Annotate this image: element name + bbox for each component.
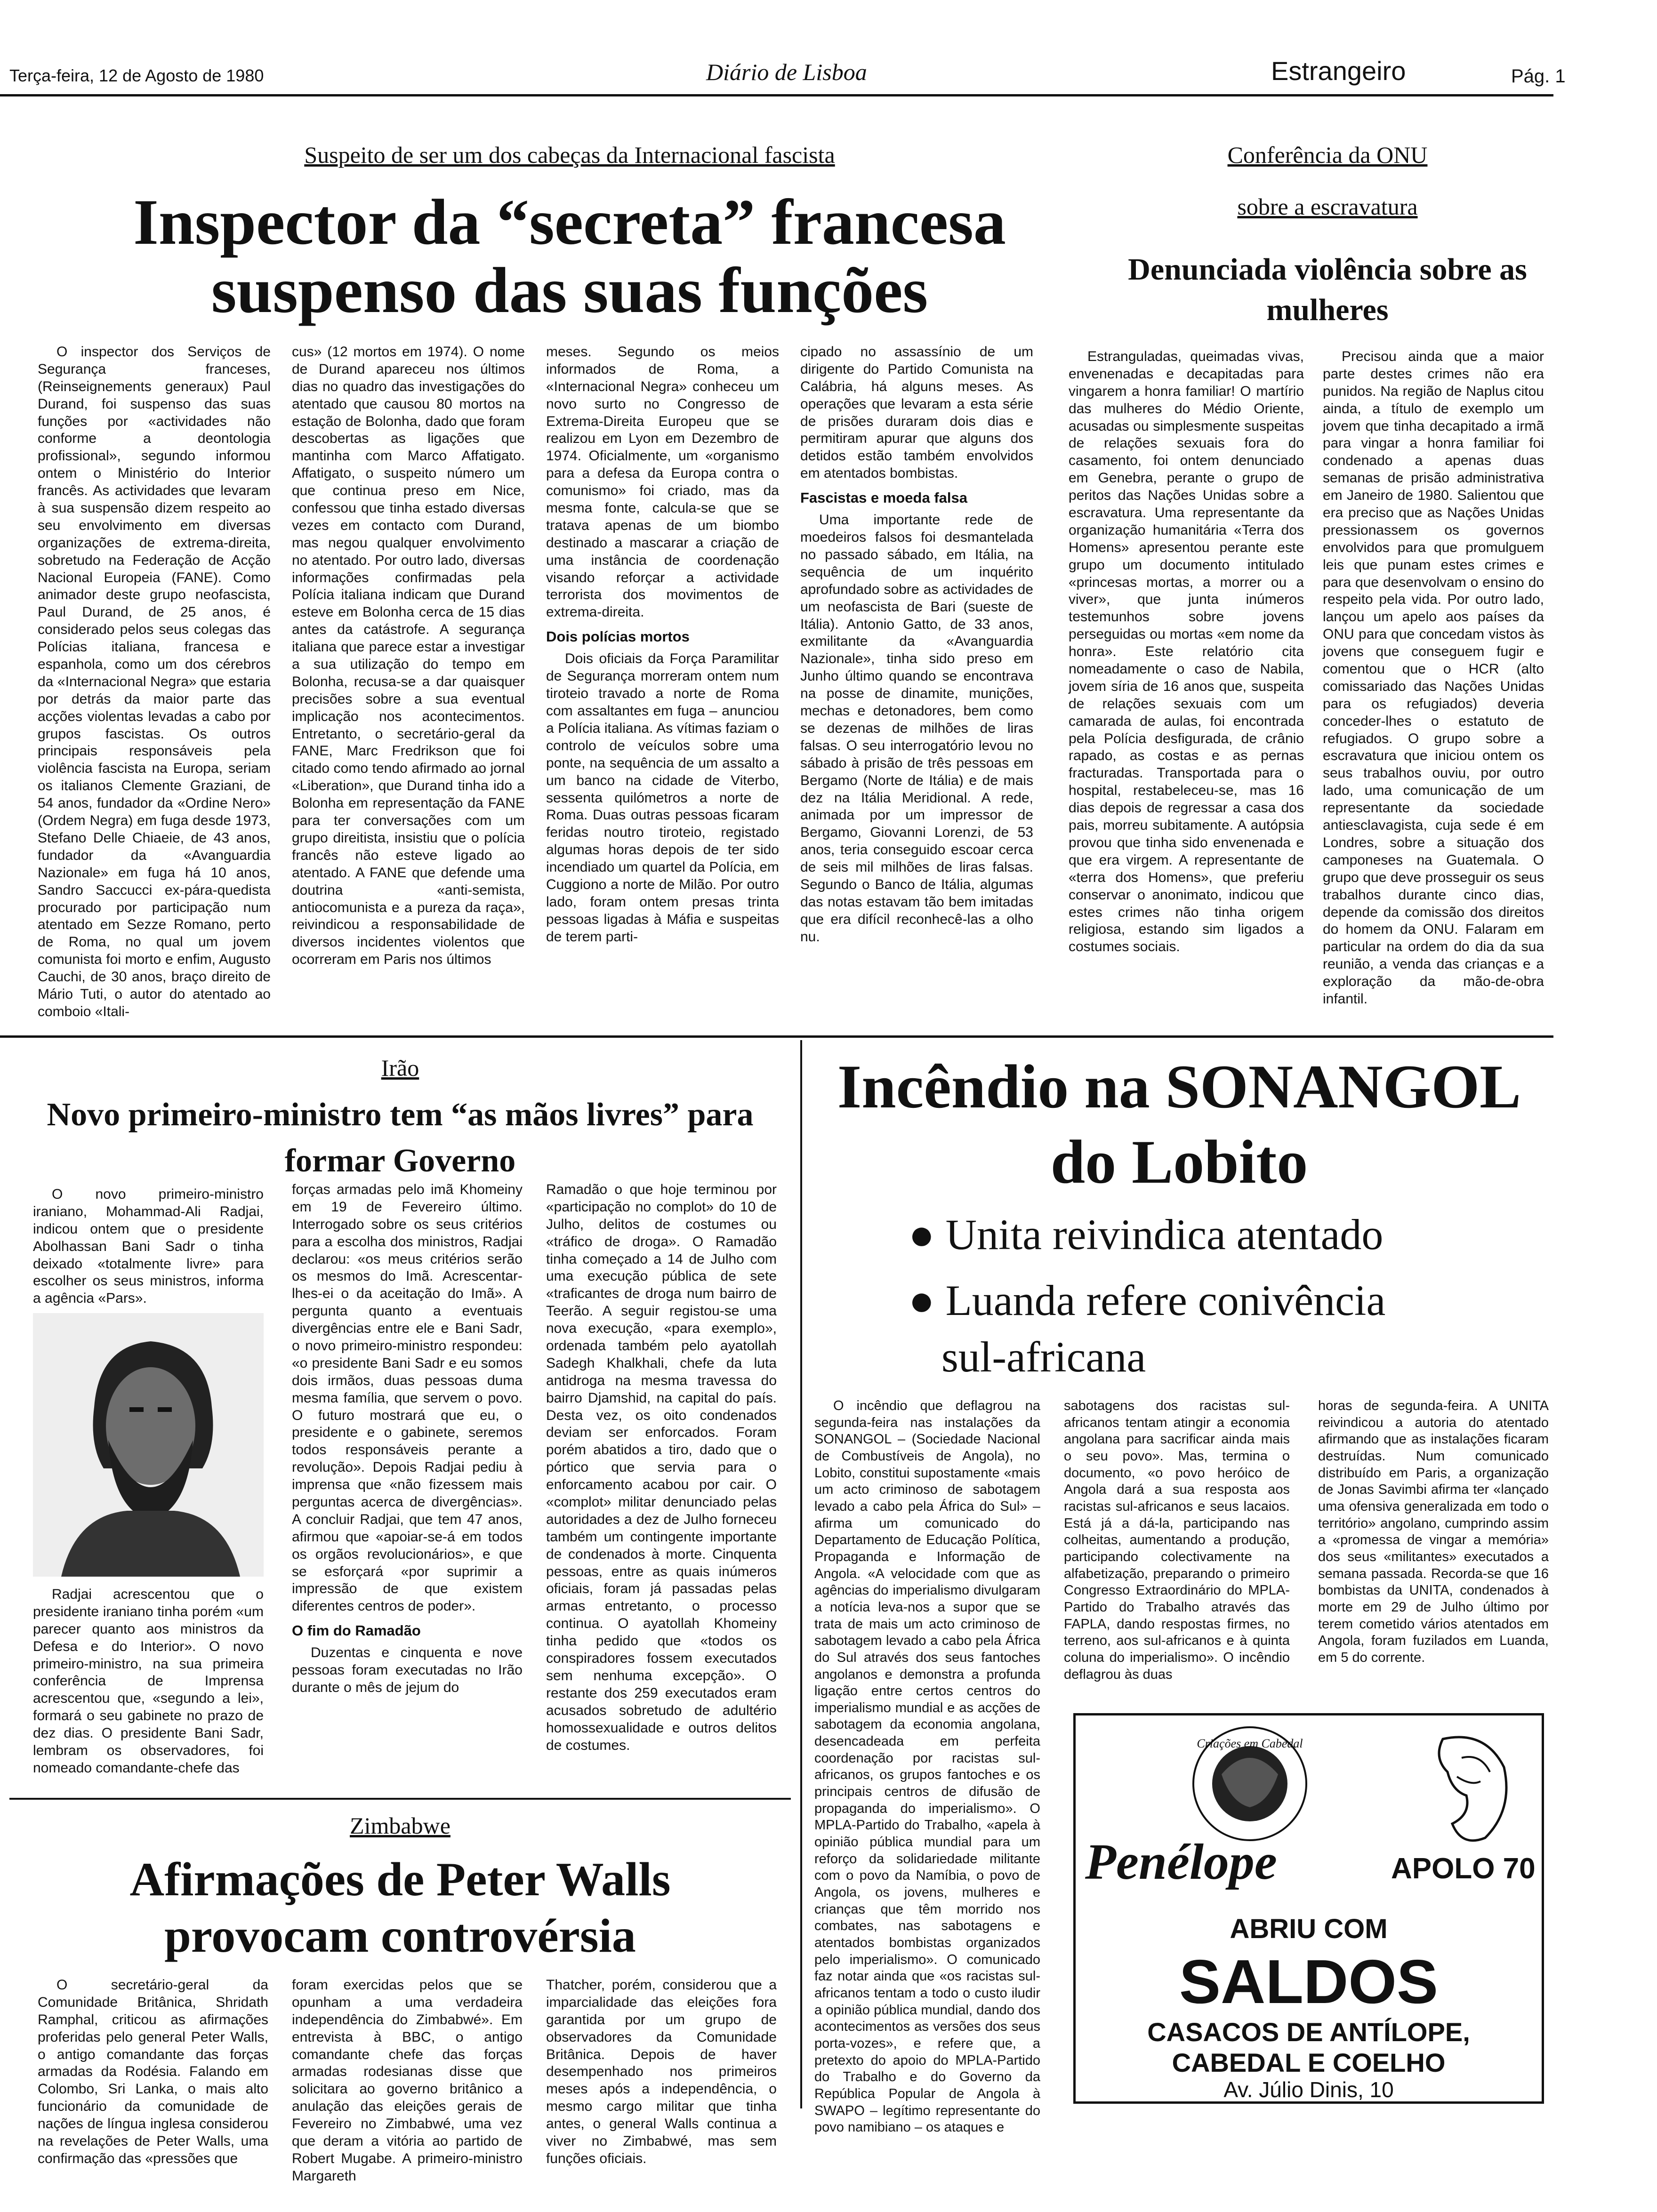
article5-col3: Thatcher, porém, considerou que a imparcialidade das eleições fora garantida por um grupo de observadores da Comunidade Britânica. Depois de haver desempenhado nos primeiros meses após a independência, o mesmo cargo militar que tinha antes, o general Walls continua a viver no Zimbabwé, mas sem funções oficiais. (546, 1977, 777, 2166)
article3-headline: Novo primeiro-ministro tem “as mãos livres” para formar Governo (47, 1097, 754, 1179)
article4-bullet-1: ● Unita reivindica atentado (909, 1210, 1384, 1258)
article4-headline-2: do Lobito (1050, 1127, 1308, 1196)
article5-headline-2: provocam controvérsia (164, 1909, 636, 1963)
mid-rule (0, 1035, 1553, 1038)
article3-col1: O novo primeiro-ministro iraniano, Mohammad-Ali Radjai, indicou ontem que o presidente Abolhassan Bani Sadr o tinha deixado «totalmente livre» para escolher os seus ministros, informa a agência «Pars». (33, 1186, 264, 1306)
article2-col1: Estranguladas, queimadas vivas, envenenadas e decapitadas para vingarem a honra familiar! O martírio das mulheres do Médio Oriente, acusadas ou simplesmente suspeitas de relações sexuais fora do casamento, foi ontem denunciado em Genebra, perante o grupo de peritos das Nações Unidas sobre a escravatura. Uma representante da organização humanitária «Terra dos Homens» apresentou perante este grupo um documento intitulado «princesas mortas, a morrer ou a viver», que junta inúmeros testemunhos sobre jovens perseguidas ou mortas «em nome da honra». Este relatório cita nomeadamente o caso de Nabila, jovem síria de 16 anos que, suspeita de relações sexuais com um camarada de aulas, foi encontrada pela Polícia desfigurada, de crânio rapado, as costas e as pernas fracturadas. Transportada para o hospital, restabeleceu-se, mas 16 dias depois de regressar a casa dos pais, morreu subitamente. A autópsia provou que tinha sido envenenada e que era virgem. A representante de «terra dos Homens», que preferiu conservar o anonimato, indicou que estes crimes não tinha origem religiosa, estando sim ligados a costumes sociais. (1069, 349, 1304, 955)
article1-col3: meses. Segundo os meios informados de Roma, a «Internacional Negra» conheceu um novo surto no Congresso de Extrema-Direita Europeu que se realizou em Lyon em Dezembro de 1974. Oficialmente, um «organismo para a defesa da Europa contra o comunismo» foi criado, mas da mesma fonte, calcula-se que se tratava apenas de um biombo destinado a mascarar a criação de uma instância de coordenação visando reforçar a actividade terrorista dos movimentos de extrema-direita. Dois polícias mortos Dois oficiais da Força Paramilitar de Segurança morreram ontem num tiroteio travado a norte de Roma com assaltantes em fuga – anunciou a Polícia italiana. As vítimas faziam o controlo de veículos sobre uma ponte, na sequência de um assalto a um banco na cidade de Viterbo, sessenta quilómetros a norte de Roma. Duas outras pessoas ficaram feridas noutro tiroteio, registado algumas horas depois de ter sido incendiado um quartel da Polícia, em Cuggiono a norte de Milão. Por outro lado, foram ontem presas trinta pessoas ligadas à Máfia e suspeitas de terem parti- (546, 344, 779, 945)
article5-headline-1: Afirmações de Peter Walls (129, 1853, 671, 1906)
ad-address: Av. Júlio Dinis, 10 (1223, 2077, 1394, 2102)
article4-headline-1: Incêndio na SONANGOL (837, 1052, 1521, 1121)
article4-bullet-2b: sul-africana (941, 1333, 1146, 1381)
article2-kicker-2: sobre a escravatura (1237, 193, 1418, 220)
article4-bullet-2: ● Luanda refere conivência (909, 1276, 1386, 1324)
article1-headline: Inspector da “secreta” francesa suspenso das suas funções (133, 186, 1006, 326)
section-title: Estrangeiro (1271, 56, 1406, 86)
article3-col3: Ramadão o que hoje terminou por «participação no complot» do 10 de Julho, delitos de costumes ou «tráfico de droga». O Ramadão tinha começado a 14 de Julho com uma execução pública de sete «traficantes de droga num bairro de Teerão. A seguir registou-se uma nova execução, «para exemplo», ordenada também pelo ayatollah Sadegh Khalkhali, chefe da luta antidroga na mesma travessa do bairro Djamshid, na capital do país. Desta vez, os oito condenados deviam ser enforcados. Foram porém abatidos a tiro, dado que o pórtico que servia para o enforcamento acabou por cair. O «complot» militar denunciado pelas autoridades a dez de Julho forneceu também um contingente importante de condenados à morte. Cinquenta pessoas, entre as quais inúmeros oficiais, foram já passadas pelas armas entretanto, o processo continua. O ayatollah Khomeiny tinha pedido que «todos os conspiradores fossem executados sem nenhuma excepção». O restante dos 259 executados eram acusados sobretudo de adultério homossexualidade e outros delitos de costumes. (546, 1182, 777, 1753)
radjai-photo (33, 1313, 264, 1577)
article5-kicker: Zimbabwe (350, 1812, 450, 1839)
saldos-advertisement (1073, 1713, 1544, 2104)
ad-line-cabedal: CABEDAL E COELHO (1172, 2048, 1446, 2077)
ad-store: APOLO 70 (1391, 1852, 1536, 1885)
article1-col1: O inspector dos Serviços de Segurança franceses, (Reinseignements generaux) Paul Durand, foi suspenso das suas funções por «actividades não conforme a deontologia profissional», segundo informou ontem o Ministério do Interior francês. As actividades que levaram à sua suspensão dizem respeito ao seu envolvimento em diversas organizações de extrema-direita, sobretudo na Federação de Acção Nacional Europeia (FANE). Como animador deste grupo neofascista, Paul Durand, de 25 anos, é considerado pelos seus colegas das Polícias italiana, francesa e espanhola, como um dos cérebros da «Internacional Negra» que estaria por detrás da maior parte das acções violentas levadas a cabo por grupos fascistas. Os outros principais responsáveis pela violência fascista na Europa, seriam os italianos Clemente Graziani, de 54 anos, fundador da «Ordine Nero» (Ordem Negra) em fuga desde 1973, Stefano Delle Chiaeie, de 43 anos, fundador da «Avanguardia Nazionale» em fuga há 10 anos, Sandro Saccucci ex-pára-quedista procurado por participação num atentado em Sezze Romano, perto de Roma, no qual um jovem comunista foi morto e enfim, Augusto Cauchi, de 30 anos, braço direito de Mário Tuti, o autor do atentado ao comboio «Itali- (38, 344, 271, 1019)
page-number: Pág. 1 (1511, 66, 1566, 87)
ad-line-saldos: SALDOS (1179, 1947, 1439, 2016)
ad-brand: Penélope (1085, 1834, 1277, 1890)
article4-col1: O incêndio que deflagrou na segunda-feira nas instalações da SONANGOL – (Sociedade Nacional de Combustíveis de Angola), no Lobito, constitui supostamente «mais um acto criminoso de sabotagem levado a cabo pela África do Sul» – afirma um comunicado do Departamento de Educação Política, Propaganda e Informação de Angola. «A velocidade com que as agências do imperialismo divulgaram a notícia leva-nos a supor que se trata de mais um acto criminoso de sabotagem levado a cabo pela África do Sul através dos seus fantoches angolanos e demonstra a profunda ligação entre certos centros do imperialismo mundial e as acções de sabotagem da economia angolana, desencadeada em perfeita coordenação por racistas sul-africanos, os grupos fantoches e os principais centros de difusão de propaganda do imperialismo». O MPLA-Partido do Trabalho, «apela à opinião pública mundial para um reforço da solidariedade militante com o povo da Namíbia, o povo de Angola, os jovens, mulheres e crianças que têm morrido nos combates, nas sabotagens e atentados bombistas organizados pelo imperialismo». O comunicado faz notar ainda que «os racistas sul-africanos tentam a todo o custo iludir a opinião pública mundial, dando dos acontecimentos as versões dos seus porta-vozes», e refere que, a pretexto do apoio do MPLA-Partido do Trabalho e do Governo da República Popular de Angola à SWAPO – legítimo representante do povo namibiano – os ataques e (814, 1398, 1040, 2135)
article1-col2: cus» (12 mortos em 1974). O nome de Durand apareceu nos últimos dias no quadro das investigações do atentado que causou 80 mortos na estação de Bolonha, dado que foram descobertas as ligações que mantinha com Marco Affatigato. Affatigato, o suspeito número um que continua preso em Nice, confessou que tinha estado diversas vezes em contacto com Durand, mas negou qualquer envolvimento no atentado. Por outro lado, diversas informações confirmadas pela Polícia italiana indicam que Durand esteve em Bolonha cerca de 15 dias antes da catástrofe. A segurança italiana que parece estar a investigar a sua utilização do tempo em Bolonha, recusa-se a dar quaisquer precisões sobre a sua eventual implicação nos acontecimentos. Entretanto, o secretário-geral da FANE, Marc Fredrikson que foi citado como tendo afirmado ao jornal «Liberation», que Durand tinha ido a Bolonha em representação da FANE para ter conversações com um grupo direitista, insistiu que o polícia francês não esteve ligado ao atentado. A FANE que defende uma doutrina «anti-semista, antiocomunista e a pureza da raça», reivindicou a responsabilidade de diversos incidentes violentos que ocorreram em Paris nos últimos (292, 344, 525, 968)
masthead: Diário de Lisboa (706, 59, 867, 85)
article1-kicker: Suspeito de ser um dos cabeças da Internacional fascista (304, 142, 835, 168)
article3-subhead-ramadao: O fim do Ramadão (292, 1622, 421, 1639)
article1-subhead-fascistas: Fascistas e moeda falsa (800, 489, 967, 506)
article4-col2: sabotagens dos racistas sul-africanos tentam atingir a economia angolana para sacrificar ainda mais o seu povo». Mas, termina o documento, «o povo heróico de Angola dará a sua resposta aos racistas sul-africanos e seus lacaios. Está já a dá-la, participando nas colheitas, aumentando a produção, participando colectivamente na alfabetização, preparando o primeiro Congresso Extraordinário do MPLA-Partido do Trabalho através das FAPLA, dando respostas firmes, no terreno, aos sul-africanos e à quinta coluna do imperialismo». O incêndio deflagrou às duas (1064, 1398, 1290, 1682)
article3-col2: forças armadas pelo imã Khomeiny em 19 de Fevereiro último. Interrogado sobre os seus critérios para a escolha dos ministros, Radjai declarou: «os meus critérios serão os mesmos do Imã. Acrescentar-lhes-ei o da aceitação do Imã». A pergunta quanto a eventuais divergências entre ele e Bani Sadr, o novo primeiro-ministro respondeu: «o presidente Bani Sadr e eu somos dois irmãos, duas pessoas duma mesma família, que servem o povo. O futuro mostrará que eu, o presidente e o gabinete, seremos todos responsáveis perante a revolução». Depois Radjai pediu à imprensa que «não fizessem mais perguntas acerca de divergências». A concluir Radjai, que tem 47 anos, afirmou que «apoiar-se-á em todos os orgãos revolucionários», e que se esforçará «por suprimir a impressão de que existem diferentes centros de poder». O fim do Ramadão Duzentas e cinquenta e nove pessoas foram executadas no Irão durante o mês de jejum do (292, 1182, 523, 1696)
article3-kicker: Irão (381, 1055, 419, 1081)
issue-date: Terça-feira, 12 de Agosto de 1980 (9, 66, 264, 85)
logo-ring-text: Criações em Cabedal (1197, 1737, 1303, 1750)
ad-line-abriu: ABRIU COM (1230, 1914, 1388, 1944)
woman-illustration-icon (1424, 1730, 1518, 1847)
article2-kicker-1: Conferência da ONU (1227, 142, 1428, 168)
article2-col2: Precisou ainda que a maior parte destes crimes não era punidos. Na região de Naplus citou ainda, a título de exemplo um jovem que tinha decapitado a irmã para vingar a honra familiar foi condenado a apenas duas semanas de prisão administrativa em Janeiro de 1980. Salientou que era preciso que as Nações Unidas pressionassem os governos envolvidos para que promulguem leis que punam estes crimes e para que desenvolvam o ensino do respeito pela vida. Por outro lado, lançou um apelo aos países da ONU para que concedam vistos às jovens que conseguem fugir e comentou que o HCR (alto comissariado das Nações Unidas para os refugiados) deveria conceder-lhes o estatuto de refugiados. O grupo sobre a escravatura que iniciou ontem os seus trabalhos ouviu, por outro lado, uma comunicação de um representante da sociedade antiesclavagista, cuja sede é em Londres, sobre a situação dos camponeses na Guatemala. O grupo que deve prosseguir os seus trabalhos durante cinco dias, depende da comissão dos direitos do homem da ONU. Falaram em particular na ordem do dia da sua reunião, a venda das crianças e a exploração da mão-de-obra infantil. (1323, 349, 1544, 1007)
ad-line-casacos: CASACOS DE ANTÍLOPE, (1147, 2017, 1470, 2047)
article1-col4: cipado no assassínio de um dirigente do Partido Comunista na Calábria, há alguns meses. As operações que levaram a esta série de prisões duraram dois dias e permitiram apurar que alguns dos detidos estão também envolvidos em atentados bombistas. Fascistas e moeda falsa Uma importante rede de moedeiros falsos foi desmantelada no passado sábado, em Itália, na sequência de um inquérito aprofundado sobre as actividades de um neofascista de Bari (sueste de Itália). Antonio Gatto, de 33 anos, exmilitante da «Avanguardia Nazionale», tinha sido preso em Junho último quando se encontrava na posse de dinamite, munições, mechas e detonadores, bem como se dezenas de milhões de liras falsas. O seu interrogatório levou no sábado à prisão de três pessoas em Bergamo (Norte de Itália) e de mais dez na Itália Meridional. A rede, animada por um impressor de Bergamo, Giovanni Lorenzi, de 53 anos, teria conseguido escoar cerca de seis mil milhões de liras falsas. Segundo o Banco de Itália, algumas das notas estavam tão bem imitadas que era difícil reconhecê-las a olho nu. (800, 344, 1033, 945)
article1-subhead-policias: Dois polícias mortos (546, 628, 690, 645)
header-rule (0, 94, 1553, 96)
article5-col1: O secretário-geral da Comunidade Britânica, Shridath Ramphal, criticou as afirmações proferidas pelo general Peter Walls, o antigo comandante das forças armadas da Rodésia. Falando em Colombo, Sri Lanka, o mais alto funcionário da comunidade de nações de língua inglesa considerou na revelações de Peter Walls, uma confirmação das «pressões que (38, 1977, 268, 2166)
article4-col3: horas de segunda-feira. A UNITA reivindicou a autoria do atentado afirmando que as instalações ficaram destruídas. Num comunicado distribuído em Paris, a organização de Jonas Savimbi afirma ter «lançado uma ofensiva generalizada em todo o território» angolano, cumprindo assim a «promessa de vingar a memória» dos seus «militantes» executados a semana passada. Recorda-se que 16 bombistas da UNITA, condenados à morte em 29 de Julho último por terem cometido vários atentados em Angola, foram fuzilados em Luanda, em 5 do corrente. (1318, 1398, 1549, 1665)
article5-col2: foram exercidas pelos que se opunham a uma verdadeira independência do Zimbabwé». Em entrevista à BBC, o antigo comandante chefe das forças armadas rodesianas disse que solicitara ao governo britânico a anulação das eleições gerais de Fevereiro no Zimbabwé, uma vez que deram a vitória ao partido de Robert Mugabe. A primeiro-ministro Margareth (292, 1977, 523, 2184)
article3-col1b: Radjai acrescentou que o presidente iraniano tinha porém «um parecer quanto aos ministros da Defesa e do Interior». O novo primeiro-ministro, na sua primeira conferência de Imprensa acrescentou que, «segundo a lei», formará o seu gabinete no prazo de dez dias. O presidente Bani Sadr, lembram os observadores, foi nomeado comandante-chefe das (33, 1587, 264, 1776)
vertical-rule (800, 1040, 802, 2108)
article2-headline: Denunciada violência sobre as mulheres (1128, 252, 1527, 327)
zimbabwe-rule (9, 1798, 791, 1800)
